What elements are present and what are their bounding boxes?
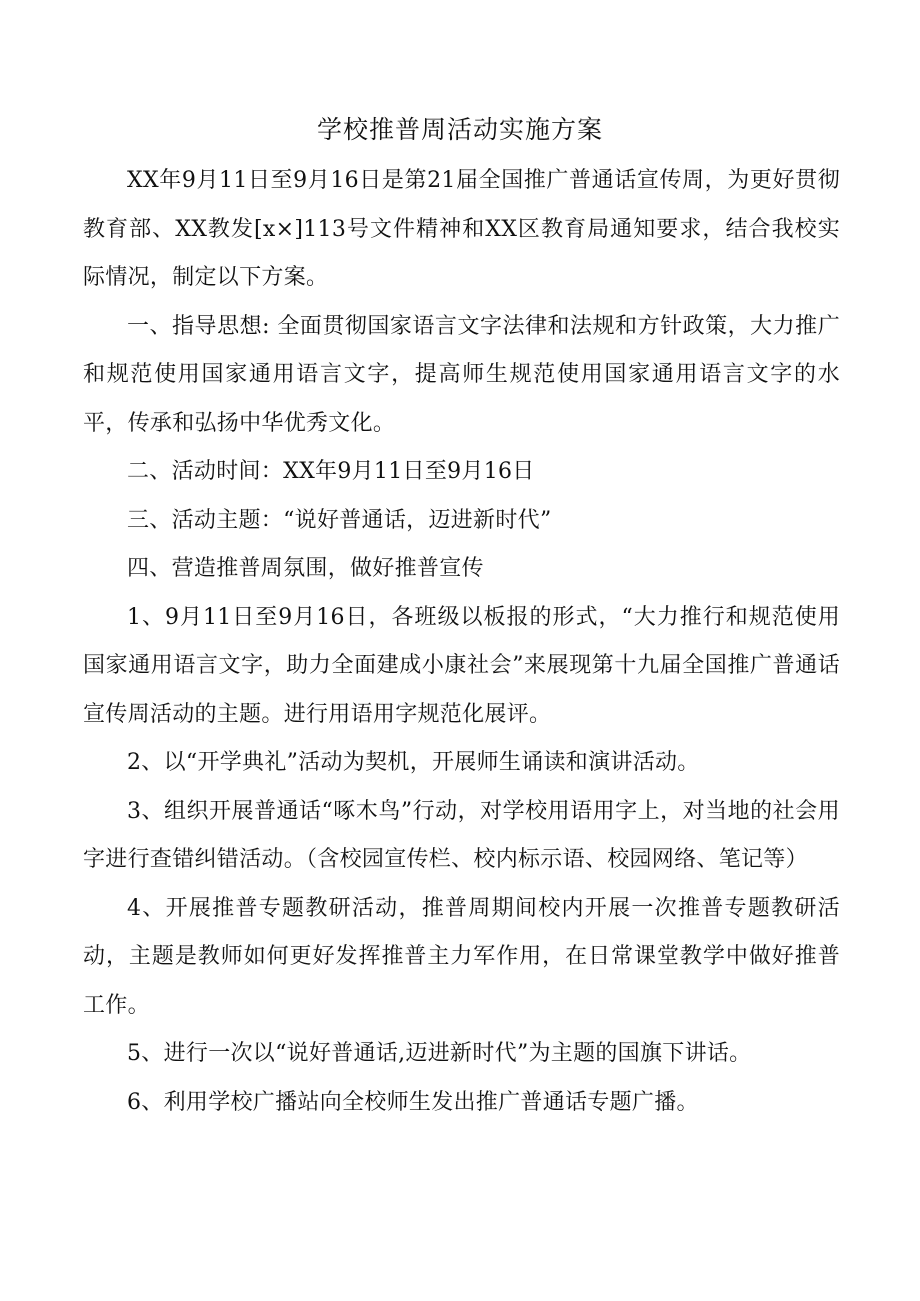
paragraph-guiding-thought: 一、指导思想: 全面贯彻国家语言文字法律和法规和方针政策，大力推广和规范使用国家通用语言文字，提高师生规范使用国家通用语言文字的水平，传承和弘扬中华优秀文化。 [83, 313, 840, 436]
paragraph-item-4: 4、开展推普专题教研活动，推普周期间校内开展一次推普专题教研活动，主题是教师如何更好发挥推普主力军作用，在日常课堂教学中做好推普工作。 [83, 895, 840, 1018]
paragraph-item-5: 5、进行一次以“说好普通话,迈进新时代”为主题的国旗下讲话。 [127, 1041, 752, 1066]
paragraph-item-2: 2、以“开学典礼”活动为契机，开展师生诵读和演讲活动。 [127, 750, 700, 775]
paragraph-intro: XX年9月11日至9月16日是第21届全国推广普通话宣传周，为更好贯彻教育部、XX教发[x×]113号文件精神和XX区教育局通知要求，结合我校实际情况，制定以下方案。 [83, 168, 840, 290]
paragraph-activity-theme: 三、活动主题：“说好普通话，迈进新时代” [127, 507, 552, 533]
paragraph-item-3: 3、组织开展普通话“啄木鸟”行动，对学校用语用字上，对当地的社会用字进行查错纠错活动。（含校园宣传栏、校内标示语、校园网络、笔记等） [83, 798, 840, 872]
paragraph-activity-time: 二、活动时间：XX年9月11日至9月16日 [127, 459, 535, 484]
document-title: 学校推普周活动实施方案 [316, 115, 603, 144]
document-body [83, 157, 840, 1127]
paragraph-item-6: 6、利用学校广播站向全校师生发出推广普通话专题广播。 [127, 1089, 699, 1115]
paragraph-item-1: 1、9月11日至9月16日，各班级以板报的形式，“大力推行和规范使用国家通用语言文字，助力全面建成小康社会”来展现第十九届全国推广普通话宣传周活动的主题。进行用语用字规范化展评。 [83, 604, 840, 727]
paragraph-section-four-heading: 四、营造推普周氛围，做好推普宣传 [127, 556, 484, 581]
